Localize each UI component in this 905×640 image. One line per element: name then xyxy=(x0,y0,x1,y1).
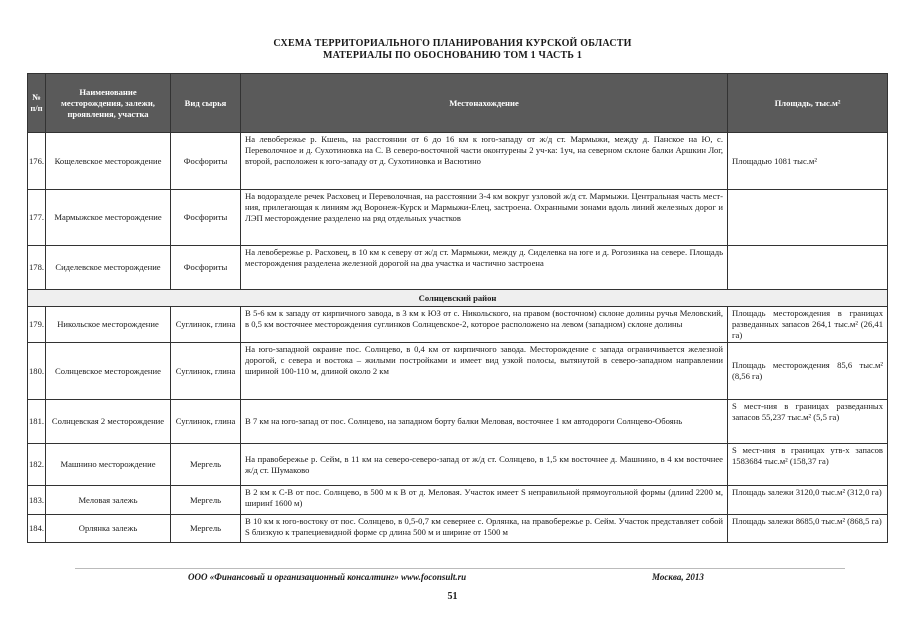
deposit-area: Площадь залежи 3120,0 тыс.м² (312,0 га) xyxy=(728,486,888,515)
col-header-number: № п/п xyxy=(28,74,46,133)
row-number: 182. xyxy=(28,444,46,486)
deposit-area xyxy=(728,246,888,290)
deposit-area: Площадь залежи 8685,0 тыс.м² (868,5 га) xyxy=(728,515,888,543)
table-row xyxy=(28,444,888,486)
deposit-area: S мест-ния в границах утв-х запасов 1583684 тыс.м² (158,37 га) xyxy=(728,444,888,486)
raw-material: Мергель xyxy=(171,444,241,486)
deposit-location: На правобережье р. Сейм, в 11 км на северо-северо-запад от ж/д ст. Солнцево, в 1,5 км восточнее д. Машнино, в 4 км восточнее ж/д ст. Шумаково xyxy=(241,444,728,486)
table-row xyxy=(28,400,888,444)
deposit-name: Солнцевская 2 месторождение xyxy=(46,400,171,444)
raw-material: Мергель xyxy=(171,486,241,515)
row-number: 178. xyxy=(28,246,46,290)
row-number: 180. xyxy=(28,343,46,400)
row-number: 183. xyxy=(28,486,46,515)
deposit-name: Мармыжское месторождение xyxy=(46,190,171,246)
deposit-location: На левобережье р. Кшень, на расстоянии от 6 до 16 км к юго-западу от ж/д ст. Мармыжи, между д. Панское на Ю, с. Переволочное и д. Сухотиновка на С. В северо-восточной части оконтурены 2 уч-ка: 1уч, на северном склоне балки Аршкин Лог, второй, расположен к юго-западу от д. Сухотиновка и Васютино xyxy=(241,133,728,190)
table-row xyxy=(28,307,888,343)
deposit-area: Площадью 1081 тыс.м² xyxy=(728,133,888,190)
deposit-name: Никольское месторождение xyxy=(46,307,171,343)
table-header-row xyxy=(28,74,888,133)
deposit-name: Орлянка залежь xyxy=(46,515,171,543)
col-header-raw: Вид сырья xyxy=(171,74,241,133)
page-number: 51 xyxy=(447,591,458,602)
deposit-name: Меловая залежь xyxy=(46,486,171,515)
deposit-location: На водоразделе речек Расховец и Переволочная, на расстоянии 3-4 км вокруг узловой ж/д ст. Мармыжи. Центральная часть мест-ния, прилегающая к линиям жд Воронеж-Курск и Мармыжи-Елец, застроена. Охранными зонами вдоль линий железных дорог и ЛЭП месторождение разделено на ряд отдельных участков xyxy=(241,190,728,246)
footer-divider xyxy=(75,568,845,569)
deposit-location: На юго-западной окраине пос. Солнцево, в 0,4 км от кирпичного завода. Месторождение с запада ограничивается железной дорогой, с севера и востока – жилыми постройками и имеет вид узкой полосы, вытянутой в северо-западном направлении шириной 100-110 м, длиной около 2 км xyxy=(241,343,728,400)
raw-material: Мергель xyxy=(171,515,241,543)
raw-material: Фосфориты xyxy=(171,133,241,190)
table-row xyxy=(28,343,888,400)
deposits-table xyxy=(27,73,888,543)
col-header-location: Местонахождение xyxy=(241,74,728,133)
footer-city-year: Москва, 2013 xyxy=(652,572,704,582)
raw-material: Суглинок, глина xyxy=(171,307,241,343)
raw-material: Суглинок, глина xyxy=(171,400,241,444)
deposit-name: Машнино месторождение xyxy=(46,444,171,486)
deposit-area: Площадь месторождения в границах разведанных запасов 264,1 тыс.м² (26,41 га) xyxy=(728,307,888,343)
deposit-area: Площадь месторождения 85,6 тыс.м² (8,56 га) xyxy=(728,343,888,400)
row-number: 181. xyxy=(28,400,46,444)
deposit-location: В 2 км к С-В от пос. Солнцево, в 500 м к В от д. Меловая. Участок имеет S неправильной прямоугольной формы (длинd 2200 м, ширинf 1600 м) xyxy=(241,486,728,515)
region-row xyxy=(28,290,888,307)
table-row xyxy=(28,515,888,543)
col-header-area: Площадь, тыс.м² xyxy=(728,74,888,133)
deposit-area xyxy=(728,190,888,246)
deposit-location: В 5-6 км к западу от кирпичного завода, в 3 км к ЮЗ от с. Никольского, на правом (восточном) склоне долины ручья Меловский, в 0,5 км восточнее месторождения суглинков Солнцевское-2, которое расположено на левом (западном) склоне долины xyxy=(241,307,728,343)
row-number: 179. xyxy=(28,307,46,343)
raw-material: Фосфориты xyxy=(171,246,241,290)
row-number: 176. xyxy=(28,133,46,190)
table-row xyxy=(28,190,888,246)
deposit-location: На левобережье р. Расховец, в 10 км к северу от ж/д ст. Мармыжи, между д. Сиделевка на юге и д. Рогозинка на севере. Площадь месторождения разделена железной дорогой на два участка и частично застроена xyxy=(241,246,728,290)
deposit-area: S мест-ния в границах разведанных запасов 55,237 тыс.м² (5,5 га) xyxy=(728,400,888,444)
footer-company: ООО «Финансовый и организационный консалтинг» www.foconsult.ru xyxy=(188,572,467,582)
deposit-location: В 7 км на юго-запад от пос. Солнцево, на западном борту балки Меловая, восточнее 1 км автодороги Солнцево-Обоянь xyxy=(241,400,728,444)
document-title: СХЕМА ТЕРРИТОРИАЛЬНОГО ПЛАНИРОВАНИЯ КУРСКОЙ ОБЛАСТИ xyxy=(273,38,632,49)
deposit-name: Кощелевское месторождение xyxy=(46,133,171,190)
row-number: 177. xyxy=(28,190,46,246)
deposit-name: Солнцевское месторождение xyxy=(46,343,171,400)
row-number: 184. xyxy=(28,515,46,543)
table-row xyxy=(28,133,888,190)
document-subtitle: МАТЕРИАЛЫ ПО ОБОСНОВАНИЮ ТОМ 1 ЧАСТЬ 1 xyxy=(322,50,583,61)
raw-material: Фосфориты xyxy=(171,190,241,246)
region-title: Солнцевский район xyxy=(28,290,888,307)
col-header-name: Наименование месторождения, залежи, проявления, участка xyxy=(46,74,171,133)
raw-material: Суглинок, глина xyxy=(171,343,241,400)
table-row xyxy=(28,246,888,290)
deposit-location: В 10 км к юго-востоку от пос. Солнцево, в 0,5-0,7 км севернее с. Орлянка, на правобережье р. Сейм. Участок представляет собой S близкую к трапециевидной форме ср длина 500 м и ширине от 1500 м xyxy=(241,515,728,543)
table-row xyxy=(28,486,888,515)
deposit-name: Сиделевское месторождение xyxy=(46,246,171,290)
